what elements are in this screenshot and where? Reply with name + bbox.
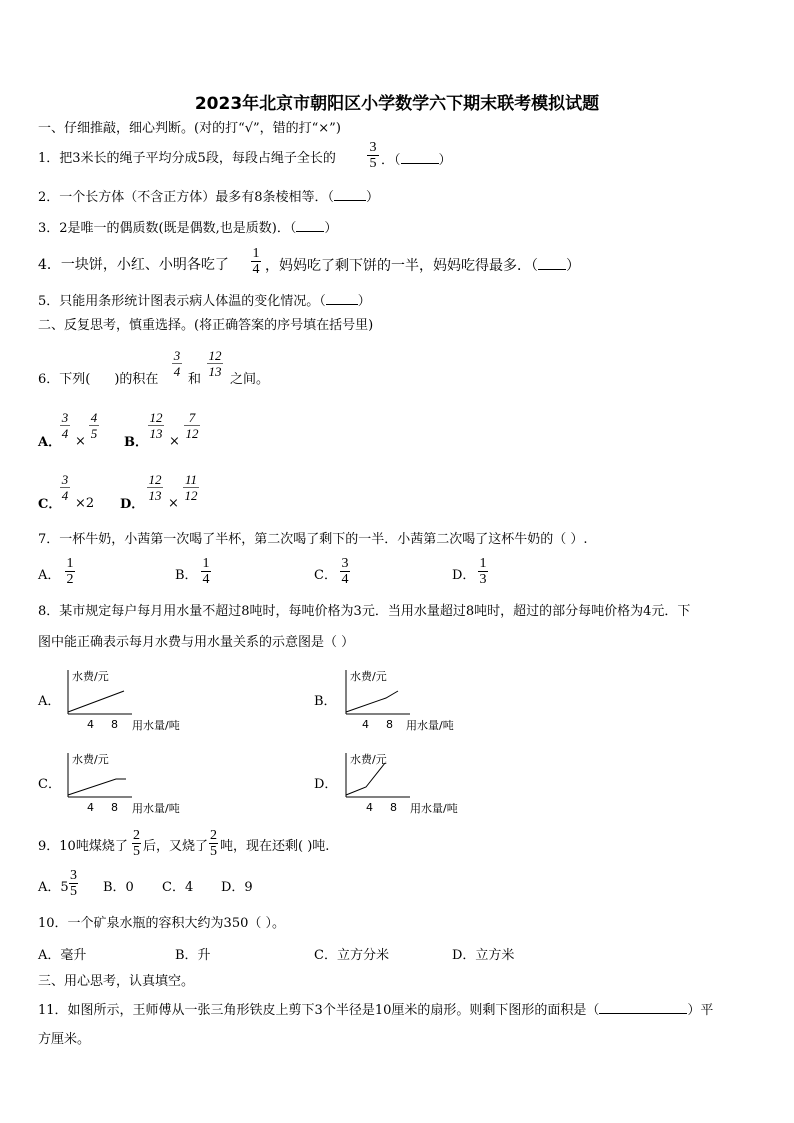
numerator: 3 [341,556,349,571]
option-d[interactable]: D． [314,777,338,792]
x-axis-label: 用水量/吨 [410,802,458,815]
option-a[interactable]: A．5 [38,880,69,895]
numerator: 1 [202,556,210,571]
question-4 [38,257,229,273]
question-1 [38,151,336,167]
numerator: 3 [70,868,77,883]
question-text: 11．如图所示，王师傅从一张三角形铁皮上剪下3个半径是10厘米的扇形。则剩下图形的面积是（ [38,1003,600,1018]
answer-blank[interactable] [401,151,439,164]
section-heading-1: 一、仔细推敲，细心判断。(对的打“√”，错的打“×”) [38,121,341,136]
tick-label: 4 [87,801,94,814]
denominator: 5 [133,844,140,859]
question-3 [38,219,337,237]
option-d[interactable]: D． [120,497,145,512]
question-9: 9．10吨煤烧了 [38,839,128,854]
tick-label: 4 [362,718,369,731]
answer-blank[interactable] [326,292,358,305]
denominator: 12 [184,488,198,503]
denominator: 4 [341,572,349,587]
numerator: 3 [369,140,377,155]
question-text: 之间。 [230,372,270,387]
fraction [88,410,100,441]
operator: ×2 [75,496,95,511]
numerator: 4 [90,410,98,425]
question-6 [38,372,158,388]
denominator: 4 [61,426,69,441]
question-2 [38,188,379,206]
fraction [131,828,142,859]
option-c[interactable]: C． [38,777,61,792]
fraction [183,410,201,441]
option-b[interactable]: B．升 [175,948,211,963]
denominator: 13 [208,364,222,379]
question-8: 8．某市规定每户每月用水量不超过8吨时，每吨价格为3元．当用水量超过8吨时，超过的部分每吨价格为4元．下 [38,604,691,619]
graph-d [338,747,468,817]
fraction [182,472,200,503]
question-text: 1．把3米长的绳子平均分成5段，每段占绳子全长的 [38,151,336,166]
option-c[interactable]: C．立方分米 [314,948,389,963]
fraction [206,348,224,379]
denominator: 3 [479,572,487,587]
numerator: 12 [149,410,163,425]
question-text: 6．下列( [38,372,91,387]
question-11-cont: 方厘米。 [38,1032,91,1047]
question-text: ） [566,258,580,274]
numerator: 1 [252,246,260,261]
graph-a [60,664,190,734]
fraction [208,828,219,859]
numerator: 3 [173,348,181,363]
tick-label: 8 [111,801,118,814]
operator: × [169,434,180,449]
section-heading-3: 三、用心思考，认真填空。 [38,974,195,989]
tick-label: 4 [366,801,373,814]
denominator: 13 [149,426,163,441]
option-a[interactable]: A．毫升 [38,948,87,963]
option-a[interactable]: A． [38,435,62,450]
fraction [68,868,79,899]
denominator: 5 [369,156,377,171]
question-text: ） [438,153,452,168]
question-10: 10．一个矿泉水瓶的容积大约为350（ ）。 [38,916,285,931]
answer-blank[interactable] [599,1001,687,1014]
option-c[interactable]: C．4 [162,880,194,895]
question-text: ） [366,190,380,205]
fraction [146,472,164,503]
operator: × [75,434,86,449]
x-axis-label: 用水量/吨 [132,802,180,815]
fraction [477,556,489,587]
fraction [171,348,183,379]
denominator: 4 [252,262,260,277]
numerator: 3 [61,410,69,425]
question-text: ） [357,294,371,309]
numerator: 12 [148,472,162,487]
option-a[interactable]: A． [38,568,61,583]
graph-b [338,664,468,734]
tick-label: 8 [386,718,393,731]
denominator: 13 [148,488,162,503]
tick-label: 8 [111,718,118,731]
option-c[interactable]: C． [38,497,62,512]
question-7: 7．一杯牛奶，小茜第一次喝了半杯，第二次喝了剩下的一半．小茜第二次喝了这杯牛奶的（ ）. [38,532,588,547]
option-b[interactable]: B． [175,568,198,583]
question-text: 5．只能用条形统计图表示病人体温的变化情况。（ [38,294,326,309]
denominator: 5 [70,884,77,899]
fraction [200,556,212,587]
fraction [339,556,351,587]
question-5 [38,292,371,310]
y-axis-label: 水费/元 [350,670,387,683]
numerator: 1 [66,556,74,571]
answer-blank[interactable] [538,257,566,270]
option-c[interactable]: C． [314,568,337,583]
question-text: ．（ [381,153,401,168]
option-d[interactable]: D． [452,568,476,583]
tick-label: 4 [87,718,94,731]
numerator: 12 [208,348,222,363]
y-axis-label: 水费/元 [350,753,387,766]
fraction [59,410,71,441]
denominator: 12 [185,426,199,441]
question-text: 2．一个长方体（不含正方体）最多有8条棱相等．（ [38,190,335,205]
option-b[interactable]: B． [124,435,148,450]
answer-blank[interactable] [296,219,324,232]
graph-line [346,691,398,712]
graph-line [346,763,385,795]
option-d[interactable]: D．立方米 [452,948,515,963]
fraction [64,556,76,587]
fraction [147,410,165,441]
denominator: 5 [90,426,98,441]
graph-line [68,779,126,795]
fraction [59,472,71,503]
fraction [366,140,380,171]
question-text: 后，又烧了 [143,839,209,854]
numerator: 2 [210,828,217,843]
question-text: )的积在 [114,372,159,387]
denominator: 4 [61,488,69,503]
y-axis-label: 水费/元 [72,670,109,683]
answer-blank[interactable] [334,188,366,201]
y-axis-label: 水费/元 [72,753,109,766]
page-title: 2023年北京市朝阳区小学数学六下期末联考模拟试题 [194,94,600,114]
graph-line [68,691,124,712]
option-b[interactable]: B． [314,694,337,709]
question-text: ） [324,221,338,236]
numerator: 1 [479,556,487,571]
denominator: 2 [66,572,74,587]
x-axis-label: 用水量/吨 [132,719,180,732]
denominator: 4 [173,364,181,379]
section-heading-2: 二、反复思考，慎重选择。(将正确答案的序号填在括号里) [38,318,374,333]
option-b[interactable]: B．0 [103,880,134,895]
question-text: 吨，现在还剩( )吨. [220,839,330,854]
question-text: ）平 [687,1003,714,1018]
question-text: 和 [188,372,202,387]
option-d[interactable]: D．9 [221,880,253,895]
operator: × [168,496,179,511]
numerator: 11 [184,472,198,487]
denominator: 4 [202,572,210,587]
question-text: 4．一块饼，小红、小明各吃了 [38,257,229,273]
graph-c [60,747,190,817]
numerator: 3 [61,472,69,487]
numerator: 7 [188,410,196,425]
numerator: 2 [133,828,140,843]
question-text: ，妈妈吃了剩下饼的一半，妈妈吃得最多．（ [265,258,538,274]
denominator: 5 [210,844,217,859]
x-axis-label: 用水量/吨 [406,719,454,732]
tick-label: 8 [390,801,397,814]
question-11 [38,1001,713,1019]
option-a[interactable]: A． [38,694,61,709]
question-text: 3．2是唯一的偶质数(既是偶数,也是质数)．（ [38,221,297,236]
question-8-cont: 图中能正确表示每月水费与用水量关系的示意图是（ ） [38,635,355,650]
fraction [250,246,262,277]
